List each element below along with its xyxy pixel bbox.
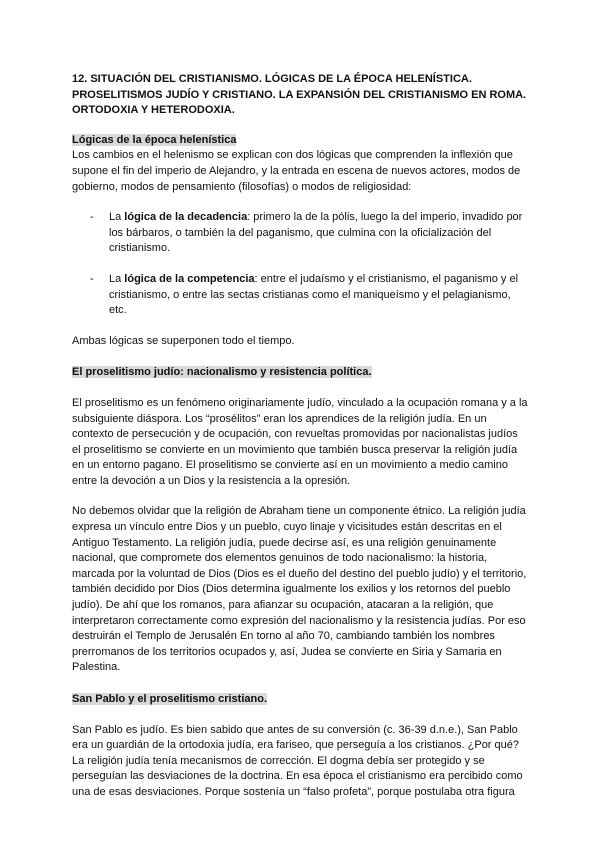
bullet-text-post: : primero la de la pólis, luego la del imperio, invadido por los bárbaros, o también la del paganismo, que culmina con la oficialización del cristianismo. — [109, 211, 523, 255]
section-jewish-proselytism — [72, 365, 528, 676]
bullet-dash: - — [90, 272, 94, 285]
bullet-text-pre: La — [109, 211, 125, 224]
section-christian-proselytism — [72, 692, 528, 801]
section-heading-text: El proselitismo judío: nacionalismo y resistencia política. — [72, 366, 372, 379]
section-heading — [72, 133, 528, 149]
paragraph: No debemos olvidar que la religión de Abraham tiene un componente étnico. La religión judía expresa un vínculo entre Dios y un pueblo, cuyo linaje y vicisitudes están descritas en el Antiguo Testamento. La religión judía, puede decirse así, es una religión genuinamente nacional, que compromete dos elementos genuinos de todo nacionalismo: la historia, marcada por la voluntad de Dios (Dios es el dueño del destino del pueblo judío) y el territorio, también decidido por Dios (Dios determina igualmente los exilios y los retornos del pueblo judío). De ahí que los romanos, para afianzar su ocupación, atacaran a la religión, que interpretaron correctamente como expresión del nacionalismo y la resistencia judías. Por eso destruirán el Templo de Jerusalén En torno al año 70, cambiando también los nombres prerromanos de los territorios ocupados y, así, Judea se convierte en Siria y Samaria en Palestina. — [72, 505, 527, 674]
section-heading — [72, 692, 528, 708]
list-item — [72, 272, 528, 319]
section-hellenistic-logics — [72, 133, 528, 350]
paragraph: El proselitismo es un fenómeno originariamente judío, vinculado a la ocupación romana y a la subsiguiente diáspora. Los “prosélitos” eran los aprendices de la religión judía. En un contexto de persecución y de ocupación, con revueltas promovidas por nacionalistas judíos el proselitismo se convierte en un movimiento que también busca preservar la religión judía en un entorno pagano. El proselitismo se convierte así en un movimiento a medio camino entre la devoción a un Dios y la resistencia a la opresión. — [72, 396, 528, 487]
bullet-dash: - — [90, 211, 94, 224]
paragraph: Los cambios en el helenismo se explican con dos lógicas que comprenden la inflexión que supone el fin del imperio de Alejandro, y la entrada en escena de nuevos actores, modos de gobierno, modos de pensamiento (filosofías) o modos de religiosidad: — [72, 149, 521, 193]
section-heading-text: Lógicas de la época helenística — [72, 133, 237, 146]
paragraph: Ambas lógicas se superponen todo el tiempo. — [72, 334, 295, 347]
bullet-text-pre: La — [109, 272, 125, 285]
bullet-list — [72, 210, 528, 319]
document-title: 12. SITUACIÓN DEL CRISTIANISMO. LÓGICAS DE LA ÉPOCA HELENÍSTICA. PROSELITISMOS JUDÍO Y CRISTIANO. LA EXPANSIÓN DEL CRISTIANISMO EN ROMA. ORTODOXIA Y HETERODOXIA. — [72, 73, 527, 117]
paragraph: San Pablo es judío. Es bien sabido que antes de su conversión (c. 36-39 d.n.e.), San Pablo era un guardián de la ortodoxia judía, era fariseo, que perseguía a los cristianos. ¿Por qué? La religión judía tenía mecanismos de corrección. El dogma debía ser protegido y se perseguían las desviaciones de la doctrina. En esa época el cristianismo era percibido como una de esas desviaciones. Porque sostenía un “falso profeta”, porque postulaba otra figura — [72, 723, 523, 798]
bullet-text-bold: lógica de la decadencia — [124, 211, 248, 224]
bullet-text-post: : entre el judaísmo y el cristianismo, el paganismo y el cristianismo, o entre las sectas cristianas como el maniqueísmo y el pelagianismo, etc. — [109, 272, 519, 317]
list-item — [72, 210, 528, 257]
section-heading — [72, 365, 528, 381]
section-heading-text: San Pablo y el proselitismo cristiano. — [72, 693, 268, 705]
bullet-text-bold: lógica de la competencia — [124, 272, 255, 285]
